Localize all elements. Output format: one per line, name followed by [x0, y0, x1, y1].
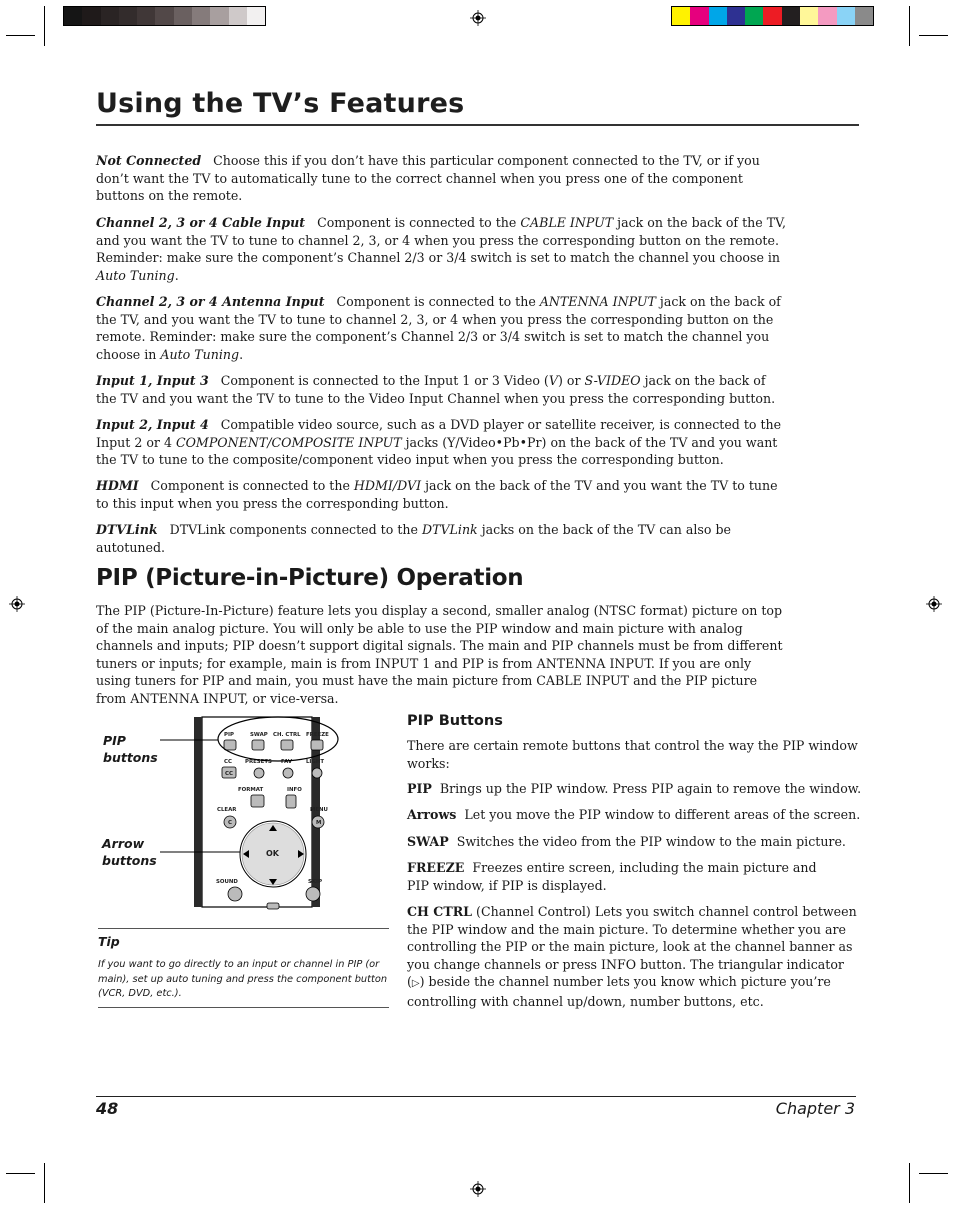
color-swatch [690, 7, 708, 25]
definition-term: Input 1, Input 3 [96, 373, 209, 388]
definition-antenna-input: Channel 2, 3 or 4 Antenna Input Component is connected to the ANTENNA INPUT jack on the back of the TV, and you want the TV to tune to channel 2, 3, or 4 when you press the corresponding button on the remote. Reminder: make sure the component’s Channel 2/3 or 3/4 switch is set to match the channel you choose in Auto Tuning. [96, 294, 781, 362]
tip-bottom-rule [98, 1007, 389, 1008]
color-swatch [155, 7, 173, 25]
pip-buttons-intro: There are certain remote buttons that control the way the PIP window works: [407, 738, 858, 771]
crop-mark [6, 1173, 35, 1174]
remote-label: LIGHT [306, 759, 325, 765]
color-swatch [837, 7, 855, 25]
section-heading: PIP (Picture-in-Picture) Operation [96, 565, 524, 591]
definition-hdmi: HDMI Component is connected to the HDMI/DVI jack on the back of the TV and you want the TV to tune to this input when you press the corresponding button. [96, 478, 778, 511]
color-bar [671, 6, 874, 26]
registration-mark-icon [9, 596, 25, 612]
remote-label: FORMAT [238, 787, 264, 793]
arrow-buttons-callout-line [160, 848, 240, 856]
remote-key-label: CC [225, 771, 233, 777]
color-swatch [64, 7, 82, 25]
remote-label: CLEAR [217, 807, 237, 813]
crop-mark [44, 6, 45, 46]
remote-label: FAV [281, 759, 293, 765]
definition-term: Channel 2, 3 or 4 Cable Input [96, 215, 306, 230]
color-swatch [229, 7, 247, 25]
tip-heading: Tip [98, 934, 120, 949]
definition-not-connected: Not Connected Choose this if you don’t have this particular component connected to the TV, or if you don’t want the TV to automatically tune to the correct channel when you press one of the component buttons on the remote. [96, 153, 760, 204]
definition-term: Input 2, Input 4 [96, 417, 209, 432]
registration-mark-icon [470, 1181, 486, 1197]
remote-key-label: M [316, 820, 322, 826]
definition-term: Not Connected [96, 153, 202, 168]
color-swatch [800, 7, 818, 25]
skip-remote-key [306, 887, 320, 901]
page-title: Using the TV’s Features [96, 88, 465, 119]
color-swatch [247, 7, 265, 25]
footer-rule [96, 1096, 856, 1097]
remote-label: SKIP [308, 879, 323, 885]
page-number: 48 [96, 1099, 119, 1118]
color-swatch [672, 7, 690, 25]
pip-button-desc: PIP Brings up the PIP window. Press PIP again to remove the window. [407, 781, 862, 796]
remote-label: CC [224, 759, 232, 765]
crop-mark [909, 6, 910, 46]
remote-label: CH. CTRL [273, 732, 301, 738]
crop-mark [919, 1173, 948, 1174]
tip-top-rule [98, 928, 389, 929]
color-swatch [210, 7, 228, 25]
color-swatch [101, 7, 119, 25]
arrows-button-desc: Arrows Let you move the PIP window to different areas of the screen. [407, 807, 861, 822]
tip-text: If you want to go directly to an input or channel in PIP (or main), set up auto tuning and press the component button (VCR, DVD, etc.). [98, 959, 388, 999]
remote-key-label: C [228, 820, 232, 826]
registration-mark-icon [470, 10, 486, 26]
definition-term: HDMI [96, 478, 139, 493]
color-swatch [82, 7, 100, 25]
info-remote-key [286, 795, 296, 808]
definition-term: DTVLink [96, 522, 158, 537]
definition-cable-input: Channel 2, 3 or 4 Cable Input Component is connected to the CABLE INPUT jack on the back of the TV, and you want the TV to tune to channel 2, 3, or 4 when you press the corresponding button on the remote. Reminder: make sure the component’s Channel 2/3 or 3/4 switch is set to match the channel you choose in Auto Tuning. [96, 215, 787, 283]
color-swatch [192, 7, 210, 25]
remote-label: SWAP [250, 732, 268, 738]
crop-mark [44, 1163, 45, 1203]
swap-button-desc: SWAP Switches the video from the PIP window to the main picture. [407, 834, 846, 849]
chctrl-button-desc: CH CTRL (Channel Control) Lets you switch channel control between the PIP window and the main picture. To determine whether you are controlling the PIP or the main picture, look at the channel banner as you change channels or press INFO button. The triangular indicator (▷) beside the channel number lets you know which picture you’re controlling with channel up/down, number buttons, etc. [407, 904, 857, 1009]
remote-label: FREEZE [306, 732, 329, 738]
remote-label: PIP [224, 732, 234, 738]
crop-mark [909, 1163, 910, 1203]
title-rule [96, 124, 859, 126]
color-swatch [745, 7, 763, 25]
remote-label: MENU [310, 807, 328, 813]
definition-term: Channel 2, 3 or 4 Antenna Input [96, 294, 325, 309]
remote-label: PRESETS [245, 759, 272, 765]
color-swatch [119, 7, 137, 25]
callout-pip-buttons: PIP buttons [103, 733, 158, 765]
definition-input-2-4: Input 2, Input 4 Compatible video source, such as a DVD player or satellite receiver, is connected to the Input 2 or 4 COMPONENT/COMPOSITE INPUT jacks (Y/Video•Pb•Pr) on the back of the TV and you want the TV to tune to the composite/component video input when you press the corresponding button. [96, 417, 782, 468]
remote-label: SOUND [216, 879, 238, 885]
pip-buttons-highlight [160, 712, 345, 772]
callout-arrow-buttons: Arrow buttons [102, 836, 157, 868]
color-swatch [709, 7, 727, 25]
format-remote-key [251, 795, 264, 807]
registration-mark-icon [926, 596, 942, 612]
chapter-label: Chapter 3 [775, 1099, 855, 1118]
color-swatch [855, 7, 873, 25]
color-swatch [174, 7, 192, 25]
grayscale-bar [63, 6, 266, 26]
color-swatch [727, 7, 745, 25]
freeze-button-desc: FREEZE Freezes entire screen, including the main picture and PIP window, if PIP is displayed. [407, 860, 817, 893]
triangle-indicator-icon: ▷ [411, 978, 420, 990]
color-swatch [763, 7, 781, 25]
color-swatch [818, 7, 836, 25]
definition-input-1-3: Input 1, Input 3 Component is connected to the Input 1 or 3 Video (V) or S-VIDEO jack on the back of the TV and you want the TV to tune to the Video Input Channel when you press the corresponding button. [96, 373, 776, 406]
crop-mark [6, 35, 35, 36]
remote-label: OK [266, 849, 279, 858]
crop-mark [919, 35, 948, 36]
pip-buttons-heading: PIP Buttons [407, 713, 503, 729]
color-swatch [782, 7, 800, 25]
color-swatch [137, 7, 155, 25]
remote-label: INFO [287, 787, 302, 793]
definition-dtvlink: DTVLink DTVLink components connected to the DTVLink jacks on the back of the TV can also be autotuned. [96, 522, 731, 555]
pip-intro: The PIP (Picture-In-Picture) feature lets you display a second, smaller analog (NTSC format) picture on top of the main analog picture. You will only be able to use the PIP window and main picture with analog channels and inputs; PIP doesn’t support digital signals. The main and PIP channels must be from different tuners or inputs; for example, main is from INPUT 1 and PIP is from ANTENNA INPUT. If you are only using tuners for PIP and main, you must have the main picture from CABLE INPUT and the PIP picture from ANTENNA INPUT, or vice-versa. [96, 603, 783, 706]
sound-remote-key [228, 887, 242, 901]
